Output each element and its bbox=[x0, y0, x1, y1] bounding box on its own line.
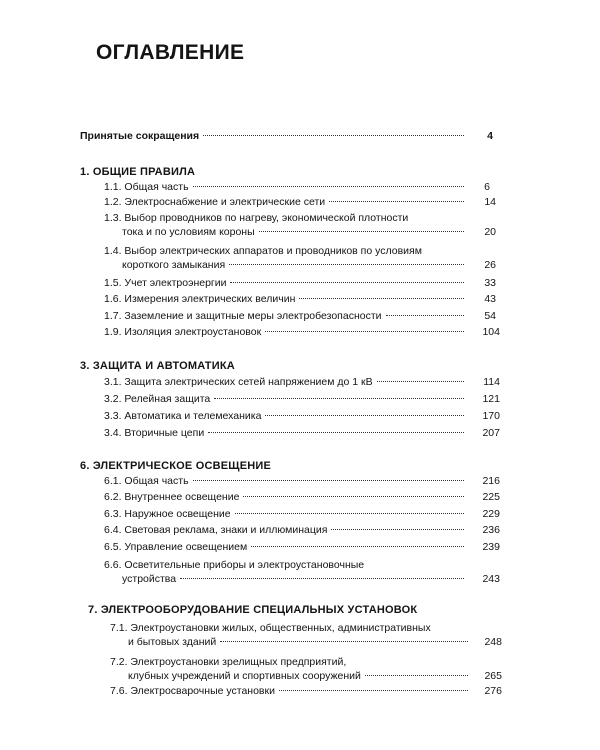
dot-leader bbox=[230, 282, 464, 283]
toc-entry-title: 6.6. Осветительные приборы и электроустановочные bbox=[104, 559, 365, 571]
dot-leader bbox=[193, 480, 464, 481]
toc-entry-title-continued: клубных учреждений и спортивных сооружений bbox=[128, 670, 361, 682]
toc-entry-page: 243 bbox=[482, 573, 500, 585]
toc-entry-title: 7.1. Электроустановки жилых, общественных, административных bbox=[110, 622, 431, 634]
dot-leader bbox=[329, 201, 464, 202]
toc-entry-title: 7.2. Электроустановки зрелищных предприятий, bbox=[110, 656, 347, 668]
toc-entry-page: 276 bbox=[484, 685, 502, 697]
dot-leader bbox=[265, 331, 464, 332]
toc-entry[interactable] bbox=[110, 621, 502, 649]
toc-entry-page: 239 bbox=[482, 541, 500, 553]
dot-leader bbox=[193, 186, 464, 187]
toc-entry[interactable] bbox=[104, 392, 500, 406]
toc-entry-title-continued: короткого замыкания bbox=[122, 259, 226, 271]
toc-entry-page: 216 bbox=[482, 475, 500, 487]
toc-entry-title: 6.5. Управление освещением bbox=[104, 541, 248, 553]
toc-entry-title: 7.6. Электросварочные установки bbox=[110, 685, 275, 697]
page-title: ОГЛАВЛЕНИЕ bbox=[96, 41, 245, 64]
toc-entry-title-continued: тока и по условиям короны bbox=[122, 226, 255, 238]
dot-leader bbox=[220, 641, 468, 642]
toc-entry-title: 1.7. Заземление и защитные меры электробезопасности bbox=[104, 310, 382, 322]
toc-section-heading: 7. ЭЛЕКТРООБОРУДОВАНИЕ СПЕЦИАЛЬНЫХ УСТАНОВОК bbox=[88, 604, 418, 616]
toc-entry[interactable] bbox=[104, 490, 500, 504]
toc-entry-page: 33 bbox=[484, 277, 496, 289]
toc-entry-title: 1.1. Общая часть bbox=[104, 181, 189, 193]
dot-leader bbox=[251, 546, 464, 547]
toc-entry[interactable] bbox=[104, 309, 496, 323]
toc-section-heading: 6. ЭЛЕКТРИЧЕСКОЕ ОСВЕЩЕНИЕ bbox=[80, 460, 272, 472]
toc-entry-abbreviations[interactable] bbox=[80, 129, 493, 143]
toc-entry[interactable] bbox=[104, 195, 496, 209]
toc-entry-page: 229 bbox=[482, 508, 500, 520]
toc-entry-page: 207 bbox=[482, 427, 500, 439]
toc-entry-title: 6.4. Световая реклама, знаки и иллюминация bbox=[104, 524, 328, 536]
toc-entry-page: 236 bbox=[482, 524, 500, 536]
dot-leader bbox=[235, 513, 464, 514]
dot-leader bbox=[208, 432, 464, 433]
toc-section-heading: 3. ЗАЩИТА И АВТОМАТИКА bbox=[80, 360, 235, 372]
dot-leader bbox=[331, 529, 464, 530]
toc-entry[interactable] bbox=[104, 292, 496, 306]
dot-leader bbox=[259, 231, 464, 232]
toc-entry-page: 104 bbox=[482, 326, 500, 338]
toc-entry[interactable] bbox=[104, 507, 500, 521]
toc-entry-title: 6.1. Общая часть bbox=[104, 475, 189, 487]
toc-entry[interactable] bbox=[110, 655, 502, 683]
toc-entry-page: 26 bbox=[484, 259, 496, 271]
dot-leader bbox=[299, 298, 464, 299]
toc-section-heading: 1. ОБЩИЕ ПРАВИЛА bbox=[80, 166, 196, 178]
toc-entry-title: 3.2. Релейная защита bbox=[104, 393, 211, 405]
toc-entry-title: 1.9. Изоляция электроустановок bbox=[104, 326, 262, 338]
toc-entry[interactable] bbox=[104, 211, 496, 239]
toc-entry-title: Принятые сокращения bbox=[80, 130, 200, 142]
toc-entry-title: 1.3. Выбор проводников по нагреву, экономической плотности bbox=[104, 212, 409, 224]
toc-entry[interactable] bbox=[104, 540, 500, 554]
dot-leader bbox=[377, 381, 464, 382]
toc-entry-page: 43 bbox=[484, 293, 496, 305]
dot-leader bbox=[229, 264, 464, 265]
toc-entry-page: 14 bbox=[484, 196, 496, 208]
toc-entry-title: 3.1. Защита электрических сетей напряжением до 1 кВ bbox=[104, 376, 373, 388]
dot-leader bbox=[203, 135, 464, 136]
toc-entry-page: 4 bbox=[487, 130, 493, 142]
dot-leader bbox=[180, 578, 464, 579]
dot-leader bbox=[243, 496, 464, 497]
toc-entry[interactable] bbox=[104, 474, 500, 488]
toc-entry-page: 121 bbox=[482, 393, 500, 405]
toc-entry-page: 20 bbox=[484, 226, 496, 238]
toc-entry-page: 54 bbox=[484, 310, 496, 322]
toc-entry[interactable] bbox=[104, 244, 496, 272]
toc-entry-title: 6.2. Внутреннее освещение bbox=[104, 491, 240, 503]
toc-entry[interactable] bbox=[104, 558, 500, 586]
toc-entry[interactable] bbox=[104, 523, 500, 537]
dot-leader bbox=[265, 415, 464, 416]
toc-entry-title: 3.3. Автоматика и телемеханика bbox=[104, 410, 262, 422]
toc-entry[interactable] bbox=[104, 325, 500, 339]
dot-leader bbox=[214, 398, 464, 399]
toc-entry[interactable] bbox=[104, 426, 500, 440]
toc-entry-title-continued: и бытовых зданий bbox=[128, 636, 217, 648]
toc-entry[interactable] bbox=[104, 276, 496, 290]
toc-entry-page: 114 bbox=[483, 376, 500, 388]
dot-leader bbox=[279, 690, 468, 691]
toc-entry-title: 6.3. Наружное освещение bbox=[104, 508, 231, 520]
dot-leader bbox=[386, 315, 464, 316]
toc-entry[interactable] bbox=[104, 375, 500, 389]
toc-entry-title: 1.2. Электроснабжение и электрические сети bbox=[104, 196, 326, 208]
toc-entry-page: 248 bbox=[484, 636, 502, 648]
toc-entry-page: 170 bbox=[482, 410, 500, 422]
toc-entry-title: 3.4. Вторичные цепи bbox=[104, 427, 205, 439]
toc-entry[interactable] bbox=[110, 684, 502, 698]
toc-entry-page: 265 bbox=[484, 670, 502, 682]
toc-entry-title-continued: устройства bbox=[122, 573, 177, 585]
toc-entry[interactable] bbox=[104, 409, 500, 423]
dot-leader bbox=[365, 675, 468, 676]
toc-entry-page: 225 bbox=[482, 491, 500, 503]
toc-entry-title: 1.4. Выбор электрических аппаратов и проводников по условиям bbox=[104, 245, 422, 257]
toc-entry-title: 1.6. Измерения электрических величин bbox=[104, 293, 296, 305]
toc-entry-page: 6 bbox=[484, 181, 490, 193]
toc-entry-title: 1.5. Учет электроэнергии bbox=[104, 277, 227, 289]
toc-entry[interactable] bbox=[104, 180, 490, 194]
